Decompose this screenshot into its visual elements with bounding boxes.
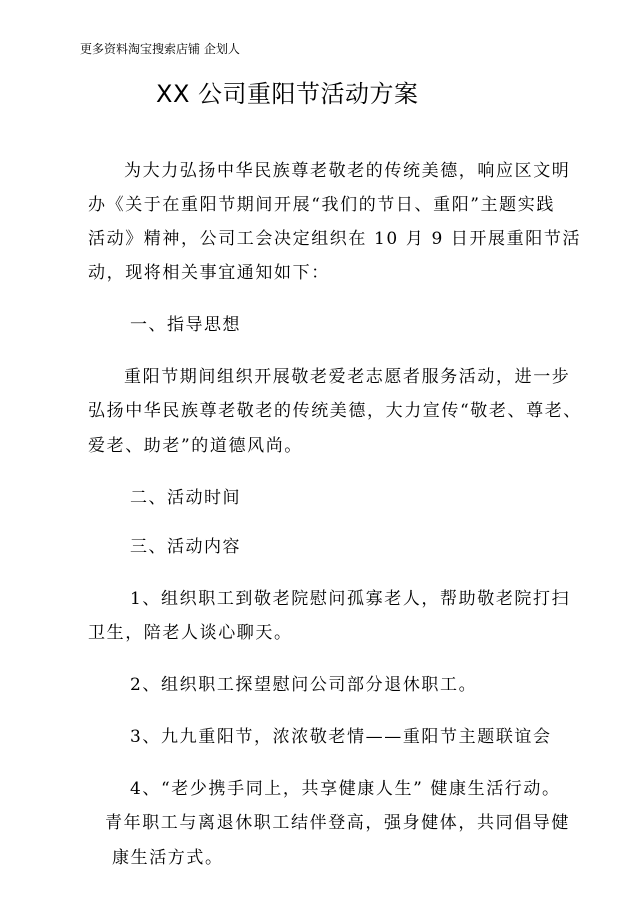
activity-item-4-line: 4、“老少携手同上，共享健康人生” 健康生活行动。 [130,779,561,799]
section1-line: 爱老、助老”的道德风尚。 [88,436,303,456]
intro-line: 办《关于在重阳节期间开展“我们的节日、重阳”主题实践 [88,195,555,215]
intro-line: 动，现将相关事宜通知如下： [88,263,330,283]
activity-item-1-line: 卫生，陪老人谈心聊天。 [88,623,293,643]
activity-item-4-line: 康生活方式。 [112,848,224,868]
activity-item-3: 3、九九重阳节，浓浓敬老情——重阳节主题联谊会 [130,727,552,747]
document-title: XX 公司重阳节活动方案 [156,80,419,108]
activity-item-4-line: 青年职工与离退休职工结伴登高，强身健体，共同倡导健 [105,813,570,833]
intro-line: 为大力弘扬中华民族尊老敬老的传统美德，响应区文明 [124,161,571,181]
activity-item-2: 2、组织职工探望慰问公司部分退休职工。 [130,675,478,695]
section-heading-activity-content: 三、活动内容 [130,537,241,557]
section-heading-activity-time: 二、活动时间 [130,488,241,508]
section1-line: 弘扬中华民族尊老敬老的传统美德，大力宣传“敬老、尊老、 [88,401,582,421]
intro-line: 活动》精神，公司工会决定组织在 10 月 9 日开展重阳节活 [88,229,582,249]
activity-item-1-line: 1、组织职工到敬老院慰问孤寡老人，帮助敬老院打扫 [130,589,571,609]
section-heading-guiding-thought: 一、指导思想 [130,315,241,335]
header-note: 更多资料淘宝搜索店铺 企划人 [80,42,240,56]
section1-line: 重阳节期间组织开展敬老爱老志愿者服务活动，进一步 [124,367,571,387]
